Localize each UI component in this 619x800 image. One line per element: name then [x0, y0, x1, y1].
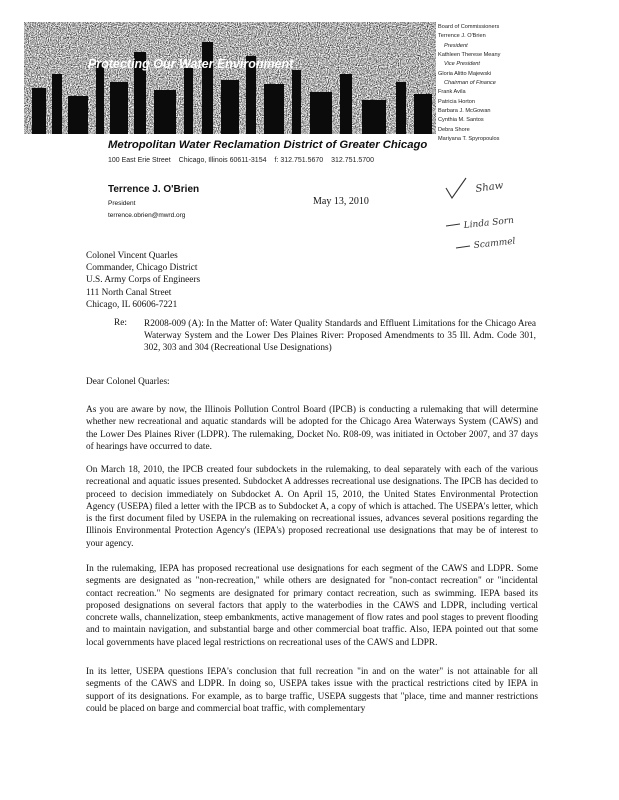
phone-number: f: 312.751.5670 [274, 157, 324, 164]
board-member-name: Debra Shore [438, 126, 470, 133]
sender-email: terrence.obrien@mwrd.org [108, 212, 186, 219]
board-member-name: Terrence J. O'Brien [438, 33, 486, 40]
handwritten-note: Scammel [473, 236, 516, 251]
addressee-line: Chicago, IL 60606-7221 [86, 299, 178, 310]
letter-date: May 13, 2010 [313, 196, 369, 207]
salutation: Dear Colonel Quarles: [86, 377, 170, 387]
handwritten-arrow [446, 224, 460, 226]
district-name: Metropolitan Water Reclamation District of Greater Chicago [108, 139, 428, 151]
board-member-role: Chairman of Finance [444, 80, 496, 87]
body-paragraph: As you are aware by now, the Illinois Pollution Control Board (IPCB) is conducting a rulemaking that will determine whether new recreational and aquatic standards will be adopted for the Chicago Area Waterways System (CAWS) and the Lower Des Plaines River (LDPR). The rulemaking, Docket No. R08-09, was initiated in October 2007, and 37 days of hearings have occurred to date. [86, 405, 538, 452]
handwritten-arrow [456, 246, 470, 248]
fax-number: 312.751.5700 [331, 157, 374, 164]
board-heading: Board of Commissioners [438, 24, 500, 30]
handwritten-checkmark [446, 178, 466, 198]
sender-title: President [108, 200, 136, 207]
district-address-line [108, 157, 438, 164]
board-member-name: Mariyana T. Spyropoulos [438, 136, 500, 143]
board-of-commissioners [438, 23, 616, 144]
board-member-role: Vice President [444, 61, 480, 68]
board-member-name: Kathleen Therese Meany [438, 52, 501, 59]
addressee-line: Commander, Chicago District [86, 263, 198, 274]
handwritten-notes [440, 176, 590, 256]
addressee-line: U.S. Army Corps of Engineers [86, 275, 201, 286]
board-member-name: Patricia Horton [438, 98, 475, 105]
board-member-name: Barbara J. McGowan [438, 108, 491, 115]
banner-slogan: Protecting Our Water Environment [88, 57, 294, 71]
re-label: Re: [114, 318, 127, 328]
city-state-zip: Chicago, Illinois 60611-3154 [178, 157, 267, 164]
addressee-line: 111 North Canal Street [86, 287, 172, 298]
addressee-line: Colonel Vincent Quarles [86, 251, 178, 261]
handwritten-note: Linda Sorn [463, 215, 515, 231]
body-paragraph: In the rulemaking, IEPA has proposed recreational use designations for each segment of the CAWS and LDPR. Some segments are designated as "non-recreation," while others are designated for "non-contact recreation" or "incidental contact recreation." No segments are designated for primary contact recreation, such as swimming. IEPA based its proposed designations on several factors that apply to the waterbodies in the CAWS and LDPR, including vertical concrete walls, channelization, steep embankments, active management of flow rates and pool stages to prevent flooding and to maintain navigation, and substantial barge and other commercial boat traffic. Also, IEPA pointed out that some local governments have placed legal restrictions on recreational uses of the CAWS and LDPR. [86, 564, 538, 648]
addressee-block [86, 250, 200, 311]
re-subject: R2008-009 (A): In the Matter of: Water Quality Standards and Effluent Limitations for the Chicago Area Waterway System and the Lower Des Plaines River: Proposed Amendments to 35 Ill. Adm. Code 301, 302, 303 and 304 (Recreational Use Designations) [144, 319, 536, 354]
board-member-name: Cynthia M. Santos [438, 117, 484, 124]
handwritten-note: Shaw [474, 180, 504, 195]
sender-name: Terrence J. O'Brien [108, 184, 200, 195]
letterhead-banner [24, 22, 436, 134]
street-address: 100 East Erie Street [108, 157, 171, 164]
board-member-name: Frank Avila [438, 89, 466, 96]
board-member-role: President [444, 42, 468, 49]
body-paragraph: In its letter, USEPA questions IEPA's conclusion that full recreation "in and on the water" is not attainable for all segments of the CAWS and LDPR. In doing so, USEPA takes issue with the practical restrictions cited by IEPA in support of its designations. For example, as to barge traffic, USEPA suggests that "place, time and manner restrictions could be placed on barge and commercial boat traffic, with complementary [86, 667, 538, 714]
board-member-name: Gloria Alitto Majewski [438, 70, 492, 77]
body-paragraph: On March 18, 2010, the IPCB created four subdockets in the rulemaking, to deal separately with each of the various recreational and aquatic issues presented. Subdocket A addresses recreational use designations. The IPCB has decided to proceed to decision immediately on Subdocket A. On April 15, 2010, the United States Environmental Protection Agency (USEPA) filed a letter with the IPCB as to Subdocket A, a copy of which is attached. The USEPA's letter, which is the first document filed by USEPA in the rulemaking on recreational issues, advances several positions regarding the Illinois Environmental Protection Agency's (IEPA's) proposed recreational use designations that may be of interest to your agency. [86, 465, 538, 549]
